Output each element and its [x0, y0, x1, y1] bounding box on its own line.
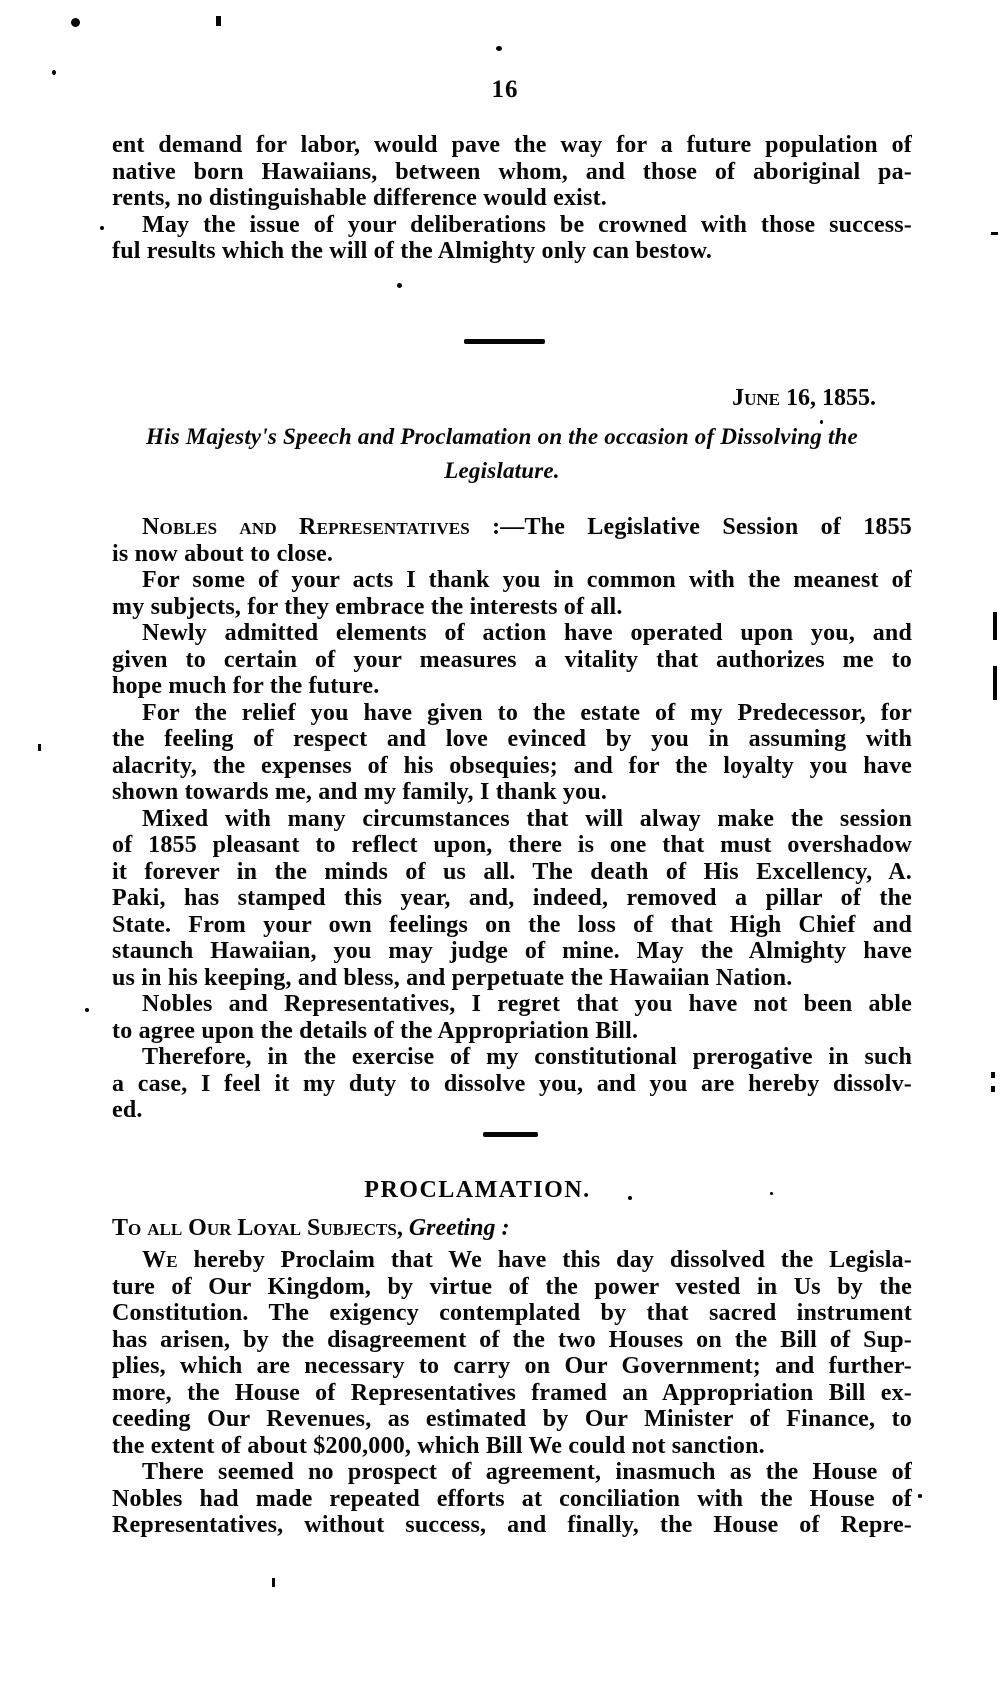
- dateline-month: June: [732, 385, 780, 411]
- paragraph: [112, 132, 912, 212]
- speech-heading-line2: Legislature.: [444, 458, 560, 483]
- scan-speck: [38, 744, 41, 751]
- paragraph: [112, 1044, 912, 1124]
- paragraph: [112, 514, 912, 567]
- text-line: given to certain of your measures a vitality that authorizes me to: [112, 646, 912, 673]
- text-line: For some of your acts I thank you in common with the meanest of: [142, 567, 912, 593]
- text-line: a case, I feel it my duty to dissolve you, and you are hereby dissolv-: [112, 1070, 912, 1097]
- scan-speck: [71, 18, 80, 27]
- text-line: Newly admitted elements of action have operated upon you, and: [142, 620, 912, 646]
- scan-speck: [100, 226, 104, 230]
- paragraph: [112, 1459, 912, 1539]
- scan-speck: [216, 16, 221, 26]
- scan-speck: [397, 283, 402, 288]
- text-line: has arisen, by the disagreement of the two Houses on the Bill of Sup-: [112, 1326, 912, 1353]
- text-line: For the relief you have given to the estate of my Predecessor, for: [142, 699, 912, 726]
- text-line: ture of Our Kingdom, by virtue of the power vested in Us by the: [112, 1273, 912, 1300]
- text-line: plies, which are necessary to carry on Our Government; and further-: [112, 1353, 912, 1379]
- salutation-smallcaps: To all Our Loyal Subjects,: [112, 1215, 403, 1241]
- text-line: Nobles had made repeated efforts at conciliation with the House of: [112, 1485, 912, 1512]
- paragraph: [112, 567, 912, 620]
- text-line: Nobles and Representatives :—The Legislative Session of 1855: [142, 514, 912, 540]
- speech-heading: [72, 420, 932, 488]
- text-line: shown towards me, and my family, I thank you.: [112, 779, 608, 805]
- speech-text-block: [112, 514, 912, 1124]
- scan-speck: [991, 1072, 995, 1078]
- text-line: Constitution. The exigency contemplated by that sacred instrument: [112, 1300, 912, 1326]
- text-line: Mixed with many circumstances that will alway make the session: [142, 805, 912, 832]
- salutation-greeting: Greeting :: [402, 1215, 510, 1241]
- text-line: Representatives, without success, and finally, the House of Repre-: [112, 1512, 912, 1538]
- text-line: rents, no distinguishable difference would exist.: [112, 185, 607, 211]
- paragraph: [112, 212, 912, 265]
- paragraph: [112, 806, 912, 992]
- text-line: Nobles and Representatives, I regret that you have not been able: [142, 991, 912, 1017]
- text-line: ed.: [112, 1097, 143, 1123]
- scan-speck: [820, 420, 823, 424]
- scan-speck: [496, 46, 502, 51]
- text-line: is now about to close.: [112, 540, 334, 567]
- scan-speck: [628, 1196, 632, 1200]
- text-line: ful results which the will of the Almighty only can bestow.: [112, 238, 713, 264]
- text-line: hope much for the future.: [112, 673, 380, 699]
- text-line: the feeling of respect and love evinced by you in assuming with: [112, 726, 912, 752]
- section-divider-rule: [483, 1132, 538, 1137]
- text-line: Paki, has stamped this year, and, indeed, removed a pillar of the: [112, 885, 912, 911]
- section-divider-rule: [464, 339, 545, 344]
- scan-speck: [52, 70, 56, 75]
- text-line: ceeding Our Revenues, as estimated by Our Minister of Finance, to: [112, 1406, 912, 1432]
- text-line: ent demand for labor, would pave the way for a future population of: [112, 132, 912, 158]
- paragraph: [112, 1247, 912, 1459]
- text-line: There seemed no prospect of agreement, inasmuch as the House of: [142, 1459, 912, 1485]
- text-line: more, the House of Representatives framed an Appropriation Bill ex-: [112, 1379, 912, 1406]
- scan-speck: [272, 1578, 275, 1587]
- paragraph: [112, 620, 912, 700]
- text-line: native born Hawaiians, between whom, and those of aboriginal pa-: [112, 158, 912, 185]
- text-line: Therefore, in the exercise of my constitutional prerogative in such: [142, 1044, 912, 1070]
- text-line: staunch Hawaiian, you may judge of mine. May the Almighty have: [112, 938, 912, 964]
- text-line: to agree upon the details of the Appropriation Bill.: [112, 1017, 639, 1044]
- page-number: 16: [491, 76, 519, 103]
- scan-speck: [993, 666, 997, 700]
- paragraph: [112, 700, 912, 806]
- scan-speck: [85, 1008, 89, 1012]
- proclamation-heading: PROCLAMATION.: [364, 1177, 591, 1203]
- text-line: the extent of about $200,000, which Bill We could not sanction.: [112, 1432, 765, 1459]
- speech-heading-line1: His Majesty's Speech and Proclamation on the occasion of Dissolving the: [146, 424, 858, 449]
- text-line: State. From your own feelings on the loss of that High Chief and: [112, 911, 912, 938]
- text-line: my subjects, for they embrace the interests of all.: [112, 593, 623, 620]
- text-line: it forever in the minds of us all. The death of His Excellency, A.: [112, 858, 912, 885]
- scan-speck: [770, 1192, 773, 1195]
- salutation-line: [112, 1215, 912, 1242]
- text-line: us in his keeping, and bless, and perpetuate the Hawaiian Nation.: [112, 964, 793, 991]
- paragraph: [112, 991, 912, 1044]
- text-line: of 1855 pleasant to reflect upon, there is one that must overshadow: [112, 832, 912, 858]
- scan-speck: [991, 232, 998, 235]
- text-line: We hereby Proclaim that We have this day dissolved the Legisla-: [142, 1247, 912, 1273]
- top-text-block: [112, 132, 912, 265]
- scan-speck: [918, 1494, 922, 1498]
- dateline-rest: 16, 1855.: [780, 385, 876, 411]
- proclamation-text-block: [112, 1247, 912, 1539]
- text-line: May the issue of your deliberations be crowned with those success-: [142, 211, 912, 238]
- dateline: [112, 385, 912, 412]
- text-line: alacrity, the expenses of his obsequies; and for the loyalty you have: [112, 752, 912, 779]
- scan-speck: [991, 1086, 995, 1092]
- scan-speck: [993, 612, 997, 640]
